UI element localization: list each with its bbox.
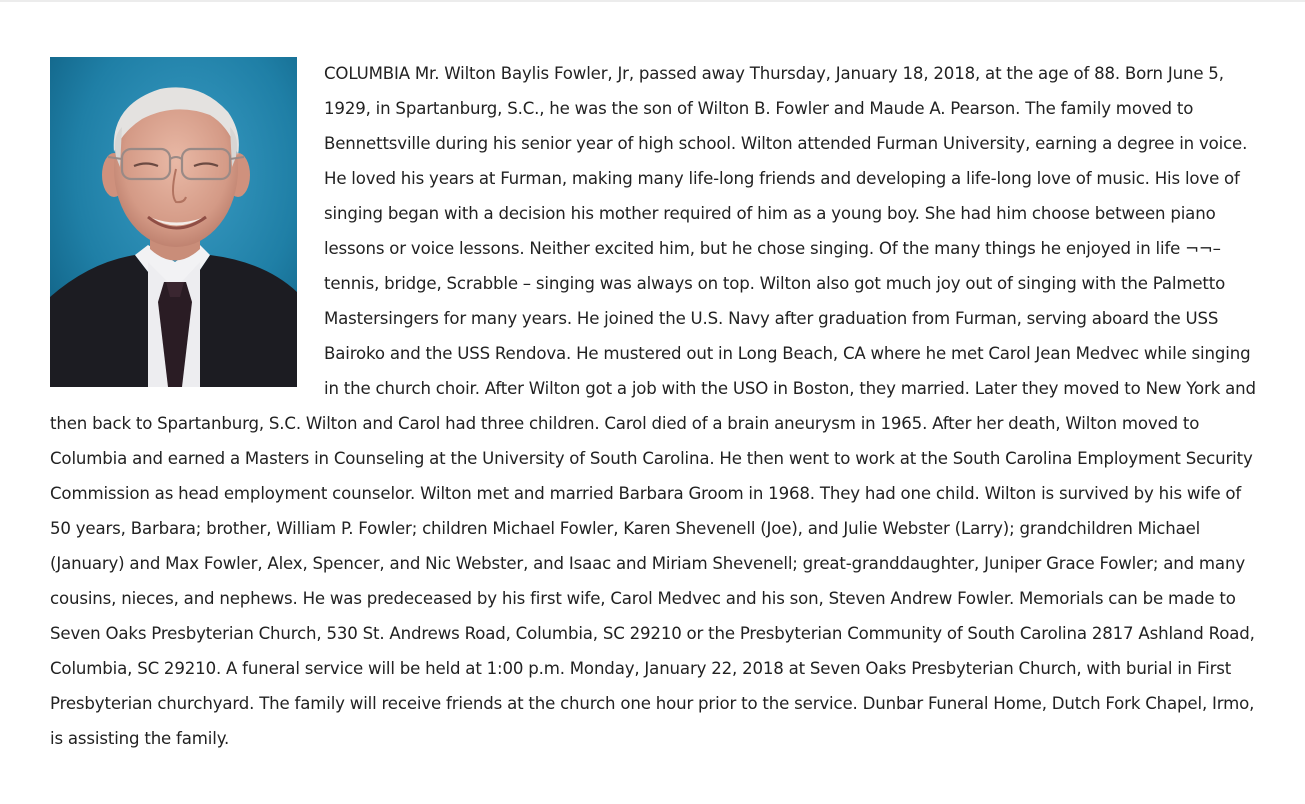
obituary-body: COLUMBIA Mr. Wilton Baylis Fowler, Jr, passed away Thursday, January 18, 2018, at the age of 88. Born June 5, 1929, in Spartanburg, S.C., he was the son of Wilton B. Fowler and Maude A. Pearson. The family moved to Bennettsville during his senior year of high school. Wilton attended Furman University, earning a degree in voice. He loved his years at Furman, making many life-long friends and developing a life-long love of music. His love of singing began with a decision his mother required of him as a young boy. She had him choose between piano lessons or voice lessons. Neither excited him, but he chose singing. Of the many things he enjoyed in life ¬¬– tennis, bridge, Scrabble – singing was always on top. Wilton also got much joy out of singing with the Palmetto Mastersingers for many years. He joined the U.S. Navy after graduation from Furman, serving aboard the USS Bairoko and the USS Rendova. He mustered out in Long Beach, CA where he met Carol Jean Medvec while singing in the church choir. After Wilton got a job with the USO in Boston, they married. Later they moved to New York and then back to Spartanburg, S.C. Wilton and Carol had three children. Carol died of a brain aneurysm in 1965. After her death, Wilton moved to Columbia and earned a Masters in Counseling at the University of South Carolina. He then went to work at the South Carolina Employment Security Commission as head employment counselor. Wilton met and married Barbara Groom in 1968. They had one child. Wilton is survived by his wife of 50 years, Barbara; brother, William P. Fowler; children Michael Fowler, Karen Shevenell (Joe), and Julie Webster (Larry); grandchildren Michael (January) and Max Fowler, Alex, Spencer, and Nic Webster, and Isaac and Miriam Shevenell; great-granddaughter, Juniper Grace Fowler; and many cousins, nieces, and nephews. He was predeceased by his first wife, Carol Medvec and his son, Steven Andrew Fowler. Memorials can be made to Seven Oaks Presbyterian Church, 530 St. Andrews Road, Columbia, SC 29210 or the Presbyterian Community of South Carolina 2817 Ashland Road, Columbia, SC 29210. A funeral service will be held at 1:00 p.m. Monday, January 22, 2018 at Seven Oaks Presbyterian Church, with burial in First Presbyterian churchyard. The family will receive friends at the church one hour prior to the service. Dunbar Funeral Home, Dutch Fork Chapel, Irmo, is assisting the family.	[50, 64, 1256, 748]
obituary-article	[50, 56, 1262, 756]
portrait-photo	[50, 57, 297, 387]
top-divider	[0, 0, 1305, 2]
